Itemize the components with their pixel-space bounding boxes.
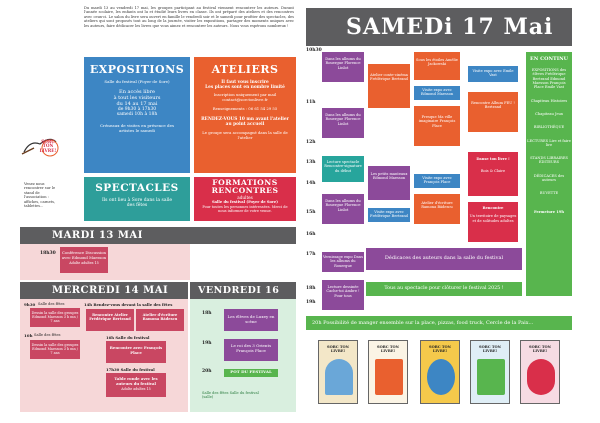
mercredi-col2-head: 14h Rendez-vous devant la salle des fêtes: [84, 302, 173, 307]
en-continu-item: Chapiteau Histoires: [530, 98, 568, 103]
samedi-event: [468, 202, 518, 242]
book-cover: [420, 340, 460, 404]
samedi-event: [414, 174, 460, 188]
samedi-header: [306, 8, 572, 46]
samedi-event-sub: Un territoire de paysages et de solitudes adultes: [469, 214, 517, 223]
vendredi-event-label: Le roi des 3 Orients François Place: [230, 343, 272, 353]
mercredi-event-sub: Adulte adultes 15: [121, 387, 151, 392]
expositions-line: de 9h30 à 17h30: [117, 107, 157, 112]
mercredi-label: Salle des fêtes: [38, 302, 65, 306]
samedi-time: 14h: [306, 181, 316, 186]
mercredi-time-label: 17h30 Salle du festival: [106, 367, 155, 372]
book-cover-title: SORC TON LIVRE!: [529, 345, 551, 354]
ateliers-line: RENDEZ-VOUS 10 mn avant l'atelier au point accueil: [201, 117, 289, 127]
vendredi-footer: Salle des fêtes Salle du festival (salle): [202, 391, 259, 399]
mercredi-event-label: Atelier d'écriture Ramona Bădescu: [142, 313, 178, 322]
en-continu-panel: [526, 52, 572, 296]
ateliers-line: Les places sont en nombre limité: [205, 85, 285, 90]
samedi-event: [322, 52, 364, 82]
cover-illustration: [375, 359, 403, 395]
mardi-event-sub: Adulte adultes 15: [69, 261, 99, 266]
samedi-event: [468, 92, 518, 132]
samedi-event: [322, 108, 364, 138]
formations-panel: [194, 177, 296, 221]
formations-location: Salle du festival (Foyer de Sore): [211, 199, 279, 204]
mardi-time: 18h30: [40, 251, 56, 256]
samedi-time: 15h: [306, 210, 316, 215]
samedi-event-label: Visite expo avec Edmond Maesson: [420, 88, 454, 97]
samedi-time: 16h: [306, 232, 316, 237]
intro-text: Du mardi 13 au vendredi 17 mai, les groupes participant au festival viennent rencontrer les auteurs. Durant l'année scolaire, les enfants ont lu et étudié leurs livres en classe. Ils ont préparé des ateliers et des rencontres avec ceux-ci. Le salon du livre sera ouvert en famille le vendredi soir et le samedi pour profiter des spectacles, des ateliers qui sont proposés tout au long de la journée, visiter les expositions, partager des moments uniques avec les auteurs, faire dédicacer les livres que vous aimez et rencontrer les auteurs. Nous vous espérons nombreux !: [84, 6, 294, 28]
en-continu-item: Chapiteau Jeux: [535, 111, 563, 116]
mercredi-time: 10h: [24, 333, 33, 338]
samedi-event-label: Sous les étoiles Amélie Jackowski: [416, 58, 458, 67]
vendredi-time: 19h: [202, 341, 212, 346]
book-cover: [470, 340, 510, 404]
en-continu-footer: Fermeture 19h: [534, 209, 564, 214]
samedi-event: [468, 152, 518, 196]
spectacles-title: SPECTACLES: [95, 182, 179, 194]
cover-illustration: [527, 359, 555, 395]
samedi-time: 17h: [306, 252, 316, 257]
en-continu-item: DÉDICACES des auteurs: [533, 173, 565, 183]
samedi-event: [468, 66, 518, 82]
en-continu-item: LECTURES Lire et faire lire: [527, 138, 571, 147]
ateliers-panel: [194, 57, 296, 173]
book-cover-title: SORC TON LIVRE!: [429, 345, 451, 354]
vendredi-event: [224, 309, 278, 331]
mercredi-event: [30, 308, 80, 327]
formations-title: FORMATIONS RENCONTRES: [211, 178, 279, 195]
samedi-event-label: Rencontre Album FEU ! Bertrand: [471, 101, 515, 110]
expositions-note: Créneaux de visites en présence des artistes le samedi: [99, 123, 175, 133]
samedi-time: 12h: [306, 140, 316, 145]
samedi-time: 13h: [306, 160, 316, 165]
evening-banner-label: 20h Possibilité de manger ensemble sur la place, pizzas, food truck, Cercle de la Paix...: [312, 320, 534, 326]
samedi-event-label: Dans les albums du Rouergue Florence Linlot: [325, 199, 361, 212]
mercredi-event-label: Table ronde avec les auteurs du festival: [114, 376, 158, 386]
samedi-event-label: Atelier conte-cinéma Frédérique Bertrand: [370, 73, 408, 82]
spectacles-panel: [84, 177, 190, 221]
book-cover-title: SORC TON LIVRE!: [377, 345, 399, 354]
vendredi-title: VENDREDI 16: [198, 285, 280, 296]
samedi-event: [414, 86, 460, 100]
samedi-event-label: Visite expo avec Frédérique Bertrand: [370, 210, 408, 219]
vendredi-panel: [190, 299, 296, 412]
expositions-line: samedi 10h à 18h: [116, 112, 158, 117]
samedi-title: SAMEDi 17 Mai: [346, 14, 554, 40]
samedi-event-label: Les petits manteaux Edmond Maesson: [370, 172, 408, 181]
ateliers-line: Il faut vous inscrire: [221, 80, 269, 85]
mercredi-event: [86, 309, 134, 331]
samedi-time: 19h: [306, 300, 316, 305]
samedi-event-sub: Bois & Claire: [480, 169, 506, 174]
samedi-event-label: Atelier d'écriture Ramona Bădescu: [421, 201, 453, 210]
vendredi-time: 18h: [202, 311, 212, 316]
vendredi-event: [224, 339, 278, 361]
expositions-title: EXPOSITIONS: [89, 63, 185, 76]
expositions-line: du 14 au 17 mai: [116, 101, 158, 107]
vendredi-time: 20h: [202, 369, 212, 374]
mercredi-event-label: Rencontre Atelier Frédérique Bertrand: [89, 313, 131, 322]
en-continu-item: EXPOSITIONS des élèves Frédérique Bertrand Edmond Maesson François Place Emile Vast: [531, 68, 567, 90]
expositions-line: En accès libre: [119, 89, 155, 95]
ateliers-title: ATELIERS: [211, 63, 279, 76]
formations-text: Pour toutes les personnes intéressées. Merci de nous informer de votre venue.: [202, 204, 288, 213]
mercredi-event-label: Dessin la salle des groupes Edmond Maesson 3 h mn / 7 ans: [31, 311, 79, 324]
en-continu-title: EN CONTINU: [529, 56, 569, 62]
formations-subtitle: adultes: [237, 194, 253, 200]
evening-banner: [306, 316, 572, 330]
cover-illustration: [427, 359, 455, 395]
samedi-event: [322, 280, 364, 310]
mercredi-header: [20, 282, 188, 299]
mercredi-event: [136, 309, 184, 331]
mercredi-time-label: 16h Salle du festival: [106, 335, 150, 340]
mercredi-event: [30, 340, 80, 359]
cover-illustration: [325, 359, 353, 395]
samedi-time: 10h30: [306, 48, 322, 53]
samedi-event: [368, 64, 410, 108]
mardi-panel: [20, 244, 190, 280]
mardi-event: [60, 247, 108, 273]
samedi-event-label: Lecture dessinée Cache-toi Ambre ! Pour tous: [326, 285, 360, 298]
dedicaces-banner: [366, 248, 522, 270]
mardi-event-label: Conférence Discussion avec Edmond Maesson: [61, 250, 107, 260]
samedi-event-label: Vernissage expo Dans les albums du Rouergue: [323, 255, 363, 268]
samedi-event-label: Visite expo avec Emile Vast: [472, 69, 514, 78]
mercredi-event-label: Rencontre avec François Place: [109, 345, 163, 355]
samedi-event: [368, 208, 410, 222]
mercredi-time: 9h30: [24, 302, 36, 307]
vendredi-event-label: POT DU FESTIVAL: [230, 369, 272, 374]
mercredi-panel: [20, 299, 188, 412]
en-continu-item: BUVETTE: [539, 191, 559, 196]
logo-text: SORC TON LIVRE!: [39, 139, 57, 153]
mercredi-title: MERCREDI 14 MAI: [52, 285, 169, 296]
samedi-time: 18h: [306, 286, 316, 291]
mercredi-event: [106, 373, 166, 397]
book-cover-title: SORC TON LIVRE!: [327, 345, 349, 354]
vendredi-header: [190, 282, 296, 299]
samedi-event-label: Lecture spectacle Rencontre-signature du début: [324, 160, 362, 173]
samedi-event: [368, 166, 410, 200]
samedi-event: [414, 106, 460, 146]
ateliers-line: Inscription uniquement par mail contact@sorctonlivre.fr: [213, 92, 277, 102]
final-spectacle-banner: [366, 282, 522, 296]
samedi-event-label: Danse ton livre !: [476, 157, 510, 161]
en-continu-item: STANDS LIBRAIRES ÉDITEURS: [530, 156, 568, 165]
vendredi-event-label: Les élèves de Luxey en scène: [227, 314, 275, 324]
book-cover: [520, 340, 560, 404]
samedi-event: [414, 52, 460, 80]
mercredi-event-label: Dessin la salle des groupes Edmond Maesson 3 h mn / 7 ans: [31, 343, 79, 356]
ateliers-line: Le groupe sera accompagné dans la salle de l'atelier: [202, 130, 288, 140]
association-note: Venez nous rencontrer sur le stand de l'association : affiches, carnets, tablettes...: [24, 182, 56, 209]
vendredi-event: [224, 369, 278, 377]
samedi-event-label: Dans les albums du Rouergue Florence Linlot: [325, 113, 361, 126]
book-cover-title: SORC TON LIVRE!: [479, 345, 501, 354]
samedi-event: [322, 194, 364, 224]
expositions-line: à tout les visiteurs: [113, 95, 161, 101]
mardi-title: MARDI 13 MAI: [52, 230, 143, 241]
spectacles-text: Ils ont lieu à Sore dans la salle des fêtes: [101, 198, 173, 208]
samedi-event-label: Dans les albums du Rouergue Florence Linlot: [325, 57, 361, 70]
en-continu-item: BIBLIOTHÈQUE: [533, 125, 565, 130]
festival-logo: [20, 130, 60, 162]
samedi-event-label: Visite expo avec François Place: [422, 176, 452, 185]
samedi-event: [414, 194, 460, 224]
book-cover: [318, 340, 358, 404]
cover-illustration: [477, 359, 505, 395]
ateliers-line: Renseignements : 06 61 54 29 55: [212, 106, 278, 111]
mercredi-label: Salle des fêtes: [34, 333, 61, 337]
samedi-event: [322, 156, 364, 182]
mercredi-event: [106, 341, 166, 363]
expositions-panel: [84, 57, 190, 173]
book-cover: [368, 340, 408, 404]
samedi-event-label: Fresque Ma ville imaginaire François Place: [418, 115, 456, 128]
expositions-location: Salle du festival (Foyer de Sore): [104, 79, 170, 84]
final-spectacle-label: Tous au spectacle pour clôturer le festival 2025 !: [384, 286, 504, 291]
mardi-header: [20, 227, 296, 244]
samedi-time: 11h: [306, 100, 316, 105]
dedicaces-label: Dédicaces des auteurs dans la salle du festival: [384, 255, 504, 261]
samedi-event-label: Rencontre: [482, 206, 504, 210]
samedi-event: [322, 252, 364, 272]
